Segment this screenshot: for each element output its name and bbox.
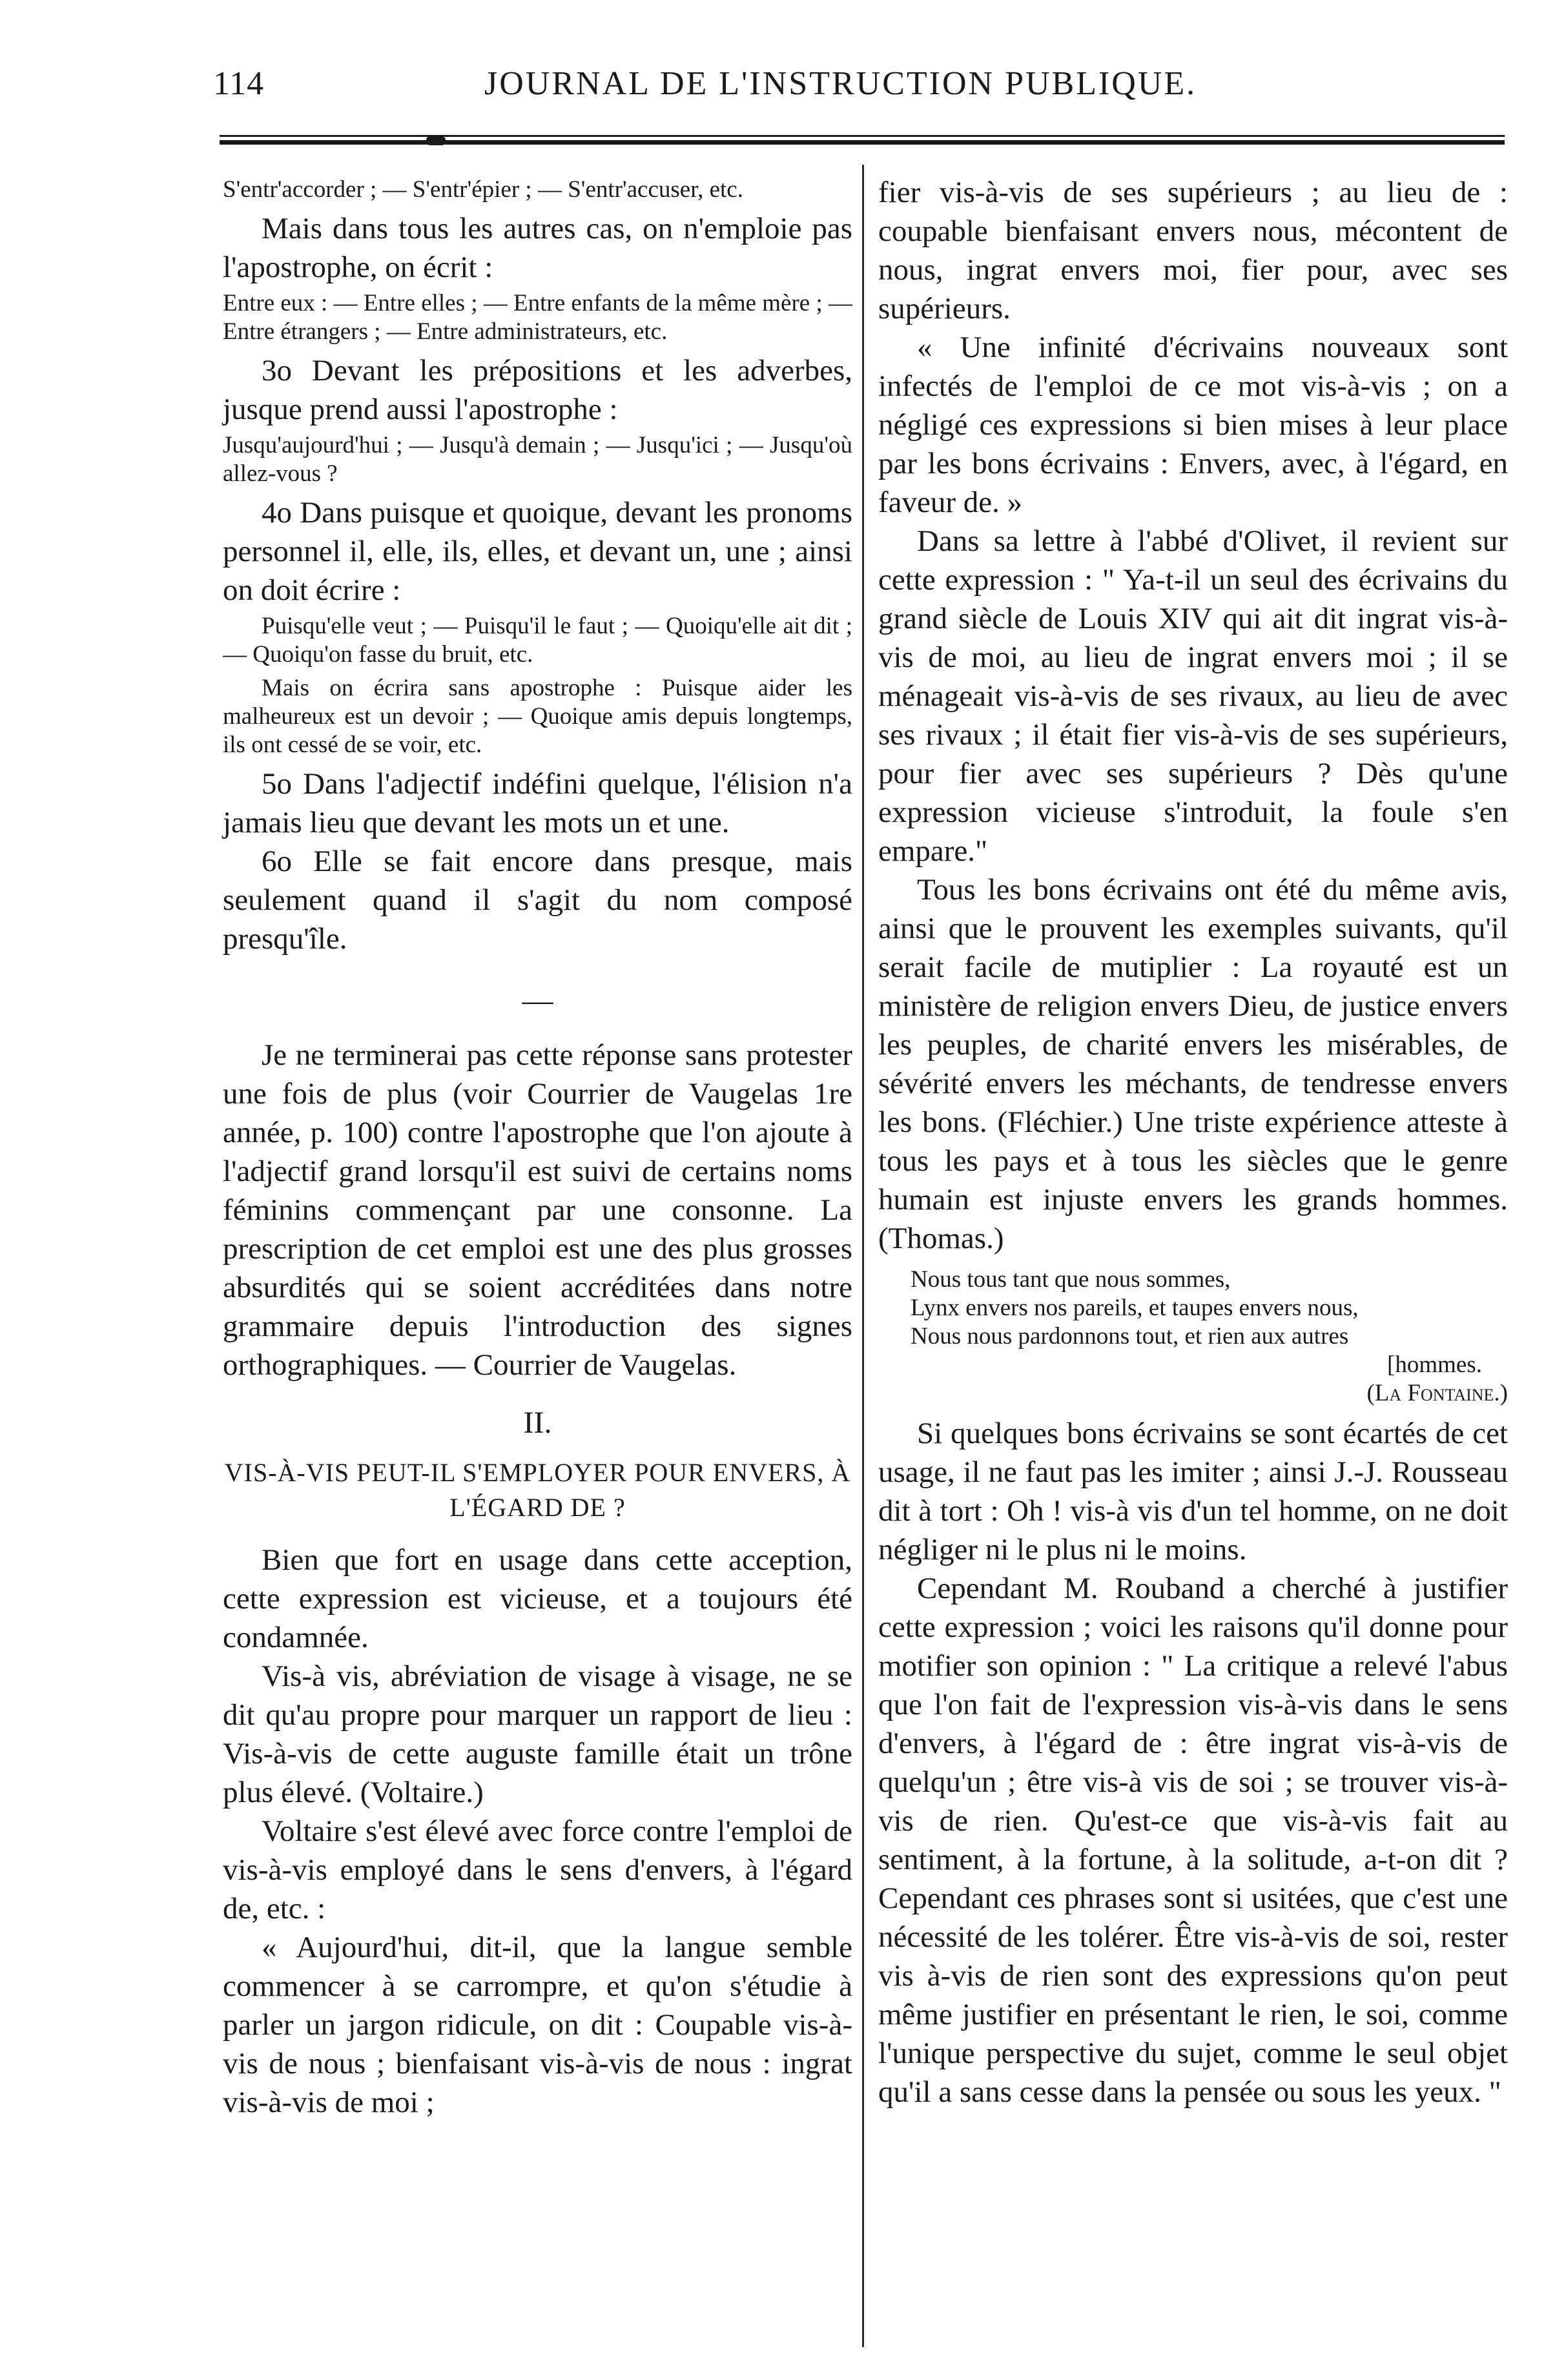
- paragraph: Dans sa lettre à l'abbé d'Olivet, il revient sur cette expression : " Ya-t-il un seul des écrivains du grand siècle de Louis XIV qui ait dit ingrat vis-à-vis de moi, au lieu de ingrat envers moi ; il se ménageait vis-à-vis de ses rivaux, au lieu de avec ses rivaux ; il était fier vis-à-vis de ses supérieurs, pour fier avec ses supérieurs ? Dès qu'une expression vicieuse s'introduit, la foule s'en empare.": [878, 524, 1508, 868]
- paragraph: fier vis-à-vis de ses supérieurs ; au lieu de : coupable bienfaisant envers nous, mécontent de nous, ingrat envers moi, fier pour, avec ses supérieurs.: [878, 176, 1508, 325]
- page-number: 114: [213, 65, 265, 102]
- paragraph: Mais on écrira sans apostrophe : Puisque aider les malheureux est un devoir ; — Quoique amis depuis longtemps, ils ont cessé de se voir, etc.: [223, 675, 852, 758]
- paragraph: « Une infinité d'écrivains nouveaux sont infectés de l'emploi de ce mot vis-à-vis ; on a négligé ces expressions si bien mises à leur place par les bons écrivains : Envers, avec, à l'égard, en faveur de. »: [878, 331, 1508, 519]
- right-column-second-part: [878, 1414, 1508, 2111]
- right-column: [878, 173, 1508, 2111]
- verse-turnover: [hommes.: [1387, 1351, 1482, 1378]
- paragraph: 5o Dans l'adjectif indéfini quelque, l'élision n'a jamais lieu que devant les mots un et une.: [223, 767, 852, 839]
- paragraph: II.: [523, 1406, 552, 1440]
- paragraph: VIS-À-VIS PEUT-IL S'EMPLOYER POUR ENVERS, À L'ÉGARD DE ?: [224, 1458, 851, 1522]
- paragraph: Jusqu'aujourd'hui ; — Jusqu'à demain ; — Jusqu'ici ; — Jusqu'où allez-vous ?: [223, 432, 852, 487]
- header-rule-ornament: [426, 136, 446, 145]
- journal-title: JOURNAL DE L'INSTRUCTION PUBLIQUE.: [484, 65, 1197, 102]
- paragraph: Tous les bons écrivains ont été du même avis, ainsi que le prouvent les exemples suivants, qu'il serait facile de mutiplier : La royauté est un ministère de religion envers Dieu, de justice envers les peuples, de charité envers les misérables, de sévérité envers les méchants, de tendresse envers les bons. (Fléchier.) Une triste expérience atteste à tous les pays et à tous les siècles que le genre humain est injuste envers les grands hommes. (Thomas.): [878, 873, 1508, 1255]
- running-header: [213, 65, 1518, 123]
- paragraph: Je ne terminerai pas cette réponse sans protester une fois de plus (voir Courrier de Vaugelas 1re année, p. 100) contre l'apostrophe que l'on ajoute à l'adjectif grand lorsqu'il est suivi de certains noms féminins commençant par une consonne. La prescription de cet emploi est une des plus grosses absurdités qui se soient accréditées dans notre grammaire depuis l'introduction des signes orthographiques. — Courrier de Vaugelas.: [223, 1038, 852, 1382]
- paragraph: Si quelques bons écrivains se sont écartés de cet usage, il ne faut pas les imiter ; ainsi J.-J. Rousseau dit à tort : Oh ! vis-à vis d'un tel homme, on ne doit négliger ni le plus ni le moins.: [878, 1417, 1508, 1566]
- paragraph: 4o Dans puisque et quoique, devant les pronoms personnel il, elle, ils, elles, et devant un, une ; ainsi on doit écrire :: [223, 496, 852, 607]
- verse-line: Nous tous tant que nous sommes,: [911, 1266, 1231, 1293]
- verse-quotation: [911, 1266, 1508, 1408]
- paragraph: —: [522, 983, 553, 1018]
- paragraph: Mais dans tous les autres cas, on n'emploie pas l'apostrophe, on écrit :: [223, 212, 852, 284]
- verse-line: Lynx envers nos pareils, et taupes envers nous,: [911, 1295, 1359, 1321]
- paragraph: Bien que fort en usage dans cette acception, cette expression est vicieuse, et a toujours été condamnée.: [223, 1543, 852, 1654]
- paragraph: Cependant M. Rouband a cherché à justifier cette expression ; voici les raisons qu'il donne pour motifier son opinion : " La critique a relevé l'abus que l'on fait de l'expression vis-à-vis dans le sens d'envers, à l'égard de : être ingrat vis-à-vis de quelqu'un ; être vis-à vis de soi ; se trouver vis-à-vis de rien. Qu'est-ce que vis-à-vis fait au sentiment, à la fortune, à la solitude, a-t-on dit ? Cependant ces phrases sont si usitées, que c'est une nécessité de les tolérer. Être vis-à-vis de soi, rester vis à-vis de rien sont des expressions qu'on peut même justifier en présentant le rien, le soi, comme l'unique perspective du sujet, comme le seul objet qu'il a sans cesse dans la pensée ou sous les yeux. ": [878, 1572, 1508, 2109]
- header-rule: [220, 132, 1505, 148]
- paragraph: 6o Elle se fait encore dans presque, mais seulement quand il s'agit du nom composé presqu'île.: [223, 845, 852, 956]
- column-divider: [862, 165, 864, 2347]
- paragraph: 3o Devant les prépositions et les adverbes, jusque prend aussi l'apostrophe :: [223, 354, 852, 426]
- paragraph: Puisqu'elle veut ; — Puisqu'il le faut ; — Quoiqu'elle ait dit ; — Quoiqu'on fasse du bruit, etc.: [223, 613, 852, 668]
- header-rule-thin: [220, 135, 1505, 137]
- paragraph: « Aujourd'hui, dit-il, que la langue semble commencer à se carrompre, et qu'on s'étudie à parler un jargon ridicule, on dit : Coupable vis-à-vis de nous ; bienfaisant vis-à-vis de nous : ingrat vis-à-vis de moi ;: [223, 1931, 852, 2119]
- paragraph: Entre eux : — Entre elles ; — Entre enfants de la même mère ; — Entre étrangers ; — Entre administrateurs, etc.: [223, 290, 853, 345]
- paragraph: S'entr'accorder ; — S'entr'épier ; — S'entr'accuser, etc.: [223, 176, 743, 203]
- paragraph: Vis-à vis, abréviation de visage à visage, ne se dit qu'au propre pour marquer un rapport de lieu : Vis-à-vis de cette auguste famille était un trône plus élevé. (Voltaire.): [223, 1659, 852, 1809]
- header-rule-thick: [220, 140, 1505, 145]
- right-column-first-part: [878, 173, 1508, 1258]
- paragraph: Voltaire s'est élevé avec force contre l'emploi de vis-à-vis employé dans le sens d'envers, à l'égard de, etc. :: [223, 1814, 852, 1925]
- verse-attribution: (La Fontaine.): [1366, 1380, 1508, 1406]
- left-column: [223, 173, 852, 2122]
- verse-line: Nous nous pardonnons tout, et rien aux autres: [911, 1323, 1349, 1349]
